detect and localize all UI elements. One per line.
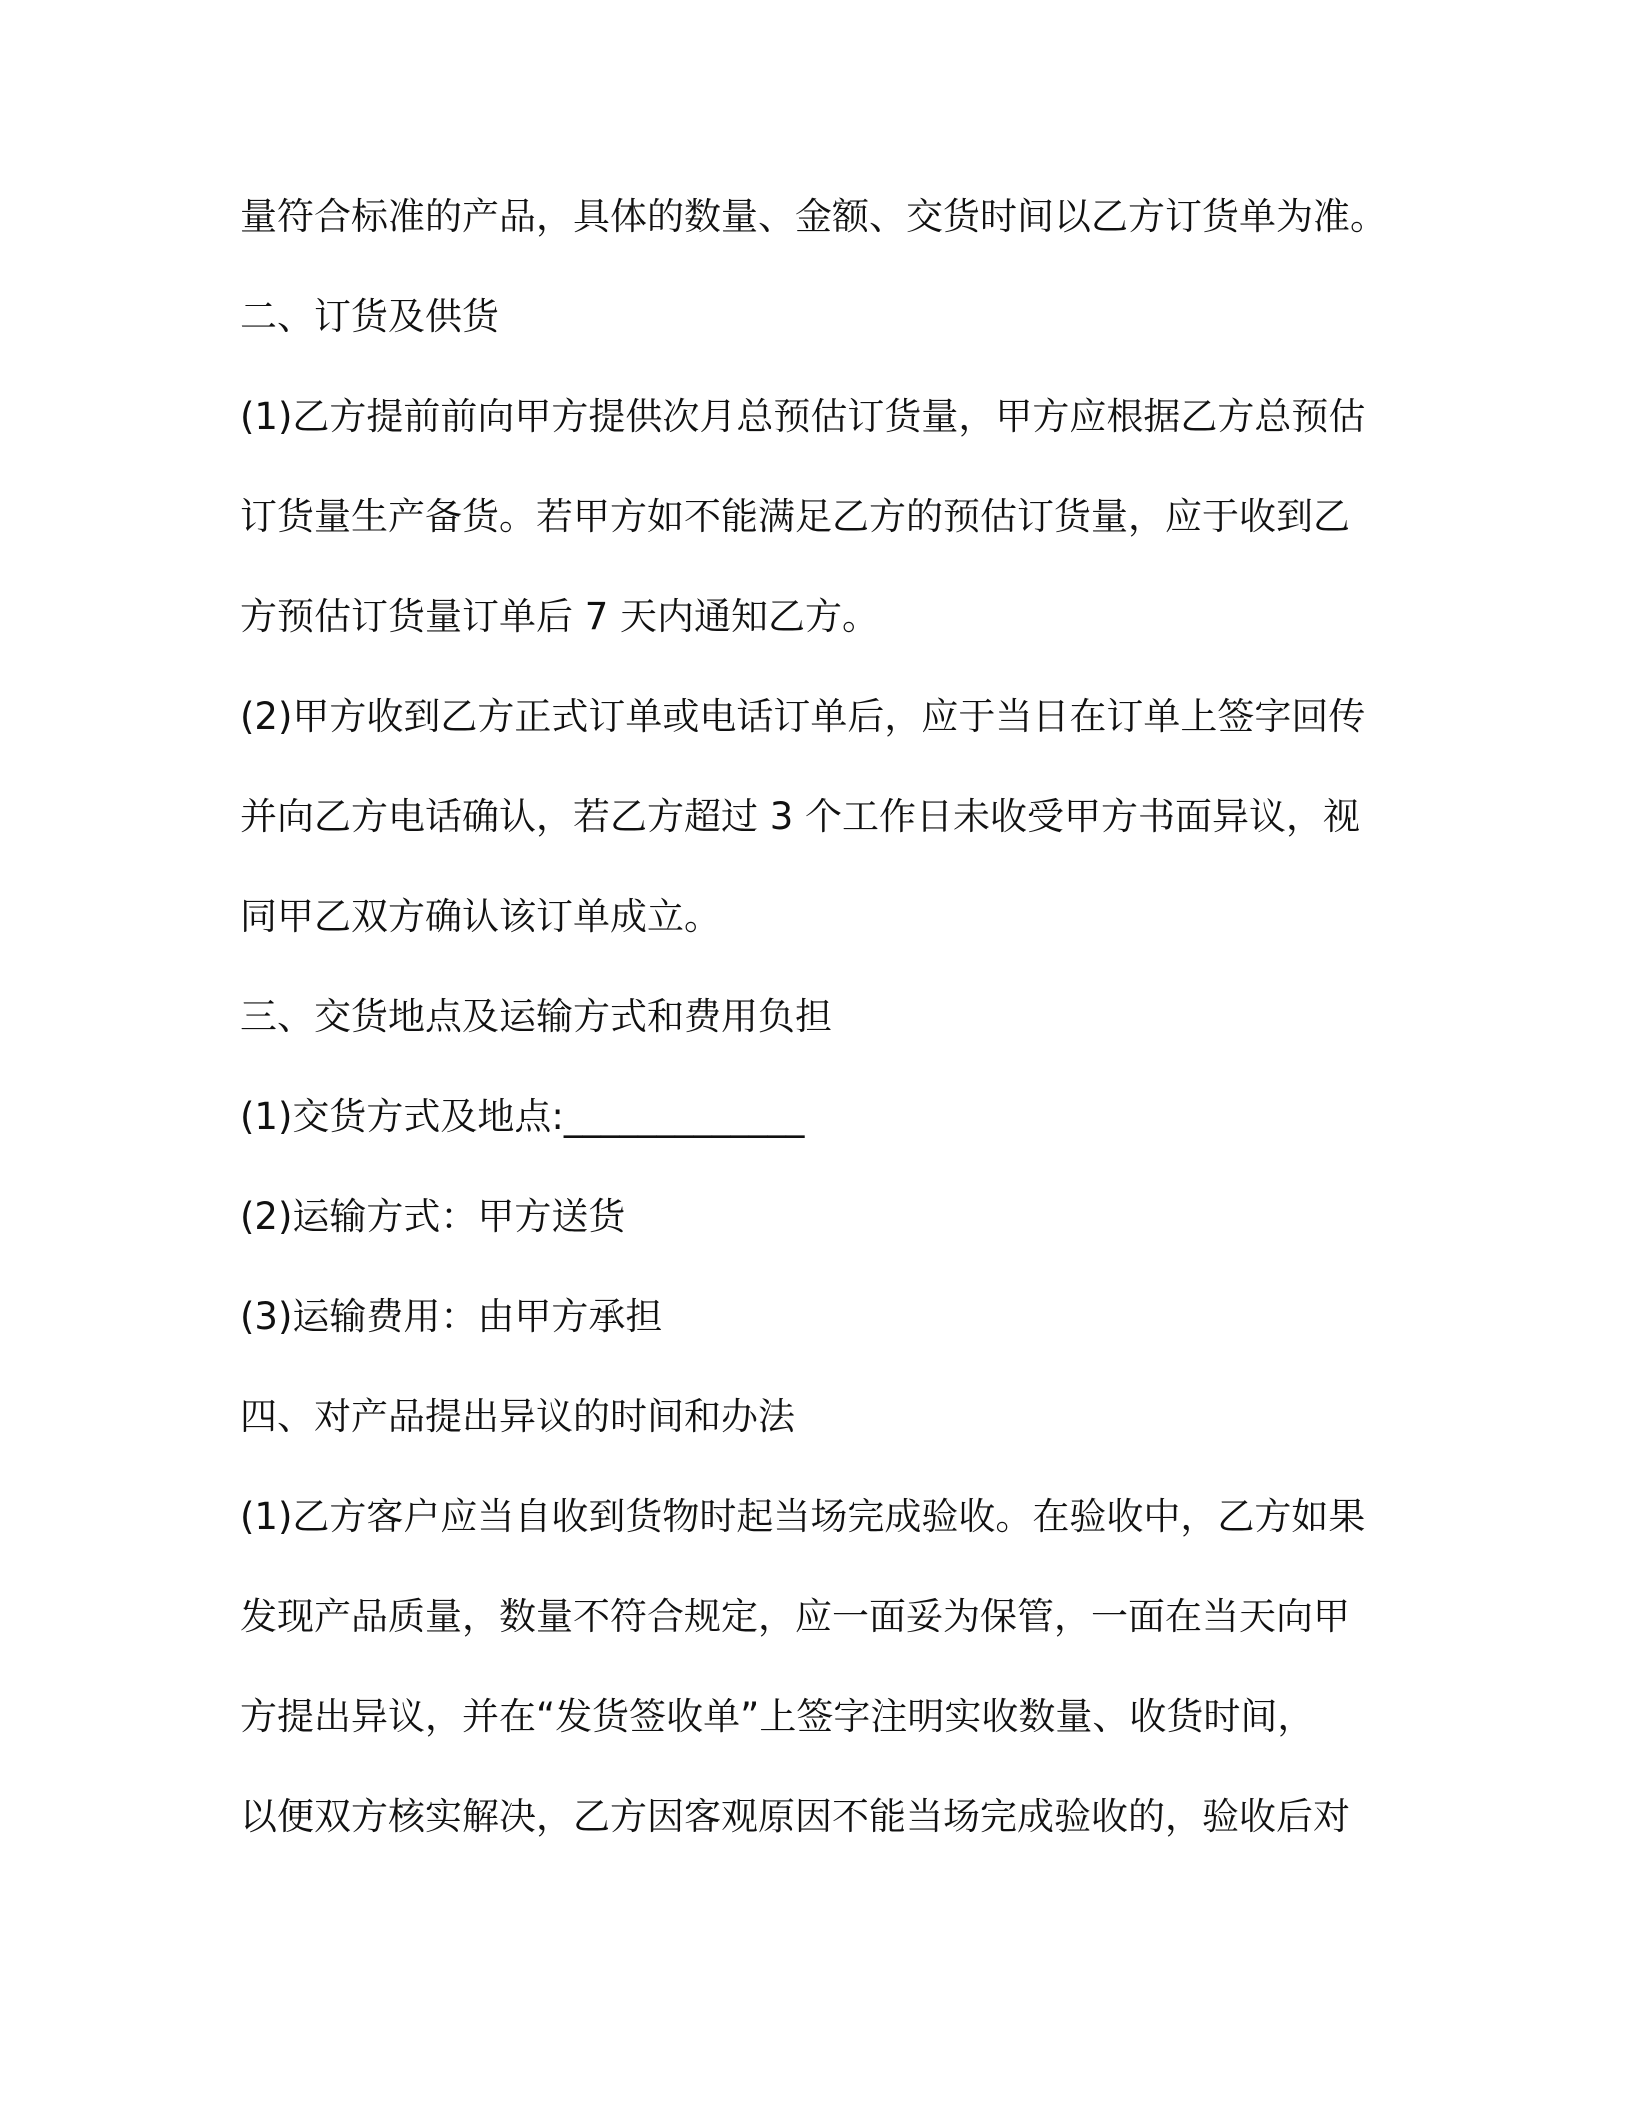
text-line: (1)交货方式及地点:_____________: [240, 1095, 805, 1138]
text-line: (1)乙方客户应当自收到货物时起当场完成验收。在验收中，乙方如果: [240, 1495, 1366, 1538]
text-line: (2)运输方式：甲方送货: [240, 1195, 626, 1238]
text-line: (3)运输费用：由甲方承担: [240, 1295, 663, 1338]
text-line: 方提出异议，并在“发货签收单”上签字注明实收数量、收货时间，: [240, 1695, 1315, 1738]
text-line: 同甲乙双方确认该订单成立。: [240, 895, 721, 938]
section-heading: 四、对产品提出异议的时间和办法: [240, 1395, 795, 1438]
text-line: 以便双方核实解决，乙方因客观原因不能当场完成验收的，验收后对: [240, 1795, 1350, 1838]
text-line: 方预估订货量订单后 7 天内通知乙方。: [240, 595, 880, 638]
text-line: 并向乙方电话确认，若乙方超过 3 个工作日未收受甲方书面异议，视: [240, 795, 1361, 838]
text-line: 订货量生产备货。若甲方如不能满足乙方的预估订货量，应于收到乙: [240, 495, 1350, 538]
section-heading: 二、订货及供货: [240, 295, 499, 338]
text-line: (1)乙方提前前向甲方提供次月总预估订货量，甲方应根据乙方总预估: [240, 395, 1366, 438]
section-heading: 三、交货地点及运输方式和费用负担: [240, 995, 832, 1038]
text-line: (2)甲方收到乙方正式订单或电话订单后，应于当日在订单上签字回传: [240, 695, 1366, 738]
text-line: 发现产品质量，数量不符合规定，应一面妥为保管，一面在当天向甲: [240, 1595, 1350, 1638]
text-line: 量符合标准的产品，具体的数量、金额、交货时间以乙方订货单为准。: [240, 195, 1387, 238]
